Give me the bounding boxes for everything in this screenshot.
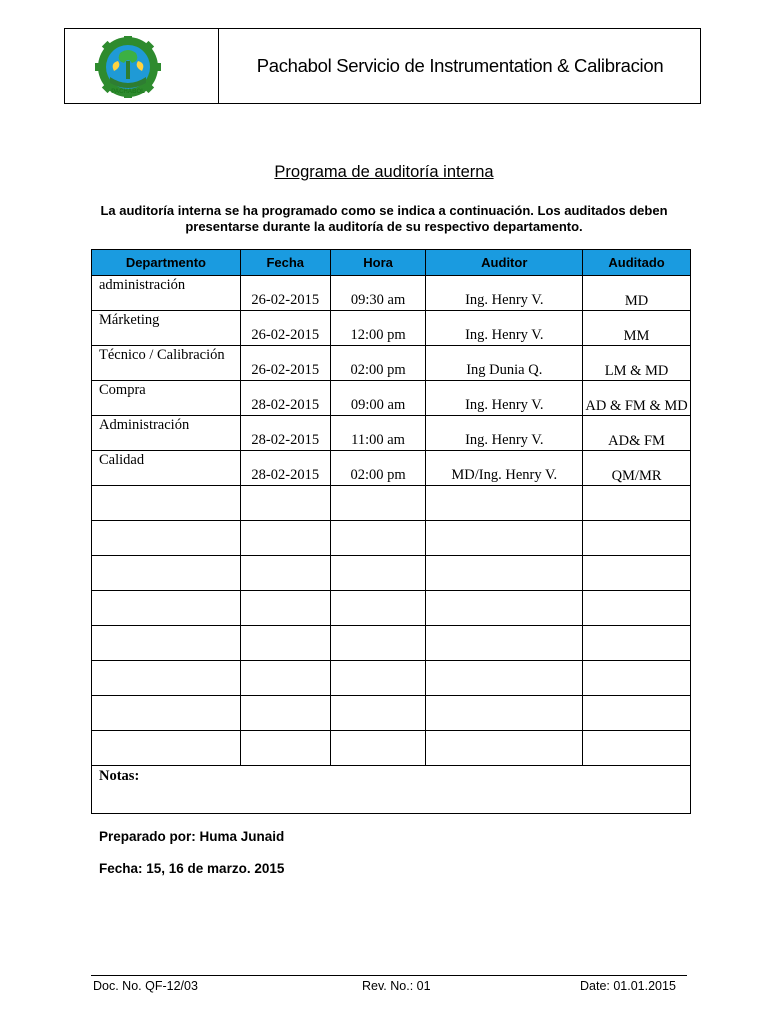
cell-auditor: Ing. Henry V.: [426, 416, 583, 451]
cell-auditor: Ing. Henry V.: [426, 381, 583, 416]
cell-auditee: QM/MR: [583, 451, 691, 486]
empty-table-row: [92, 591, 691, 626]
cell-department: Calidad: [92, 451, 241, 486]
cell-time: 09:00 am: [330, 381, 426, 416]
cell-time: 12:00 pm: [330, 311, 426, 346]
table-row: [92, 381, 691, 416]
empty-table-row: [92, 486, 691, 521]
empty-table-row: [92, 556, 691, 591]
column-header-time: Hora: [330, 250, 426, 276]
cell-time: 02:00 pm: [330, 451, 426, 486]
cell-department: Compra: [92, 381, 241, 416]
table-row: [92, 416, 691, 451]
cell-auditor: Ing. Henry V.: [426, 311, 583, 346]
column-header-department: Departmento: [92, 250, 241, 276]
cell-department: Márketing: [92, 311, 241, 346]
empty-table-row: [92, 521, 691, 556]
cell-auditor: MD/Ing. Henry V.: [426, 451, 583, 486]
cell-time: 09:30 am: [330, 276, 426, 311]
cell-date: 26-02-2015: [240, 311, 330, 346]
table-row: [92, 451, 691, 486]
company-name: Pachabol Servicio de Instrumentation & Calibracion: [256, 55, 664, 76]
cell-auditee: AD& FM: [583, 416, 691, 451]
cell-time: 02:00 pm: [330, 346, 426, 381]
cell-date: 26-02-2015: [240, 276, 330, 311]
table-row: [92, 276, 691, 311]
prepared-date: Fecha: 15, 16 de marzo. 2015: [99, 861, 285, 876]
logo-cell: [65, 29, 219, 103]
audit-schedule-table: [91, 249, 691, 814]
cell-department: Administración: [92, 416, 241, 451]
footer-revision: Rev. No.: 01: [362, 979, 431, 993]
empty-table-row: [92, 626, 691, 661]
cell-auditee: AD & FM & MD: [583, 381, 691, 416]
cell-time: 11:00 am: [330, 416, 426, 451]
cell-auditee: LM & MD: [583, 346, 691, 381]
cell-date: 28-02-2015: [240, 451, 330, 486]
cell-date: 28-02-2015: [240, 381, 330, 416]
prepared-by: Preparado por: Huma Junaid: [99, 829, 285, 844]
cell-auditor: Ing Dunia Q.: [426, 346, 583, 381]
column-header-date: Fecha: [240, 250, 330, 276]
table-row: [92, 346, 691, 381]
document-header: [64, 28, 701, 104]
table-row: [92, 311, 691, 346]
empty-table-row: [92, 731, 691, 766]
company-logo: [91, 36, 165, 98]
column-header-auditee: Auditado: [583, 250, 691, 276]
cell-date: 26-02-2015: [240, 346, 330, 381]
notes-row: [92, 766, 691, 814]
svg-text:PACHABOL: PACHABOL: [111, 89, 145, 95]
cell-auditee: MM: [583, 311, 691, 346]
footer-divider: [91, 975, 687, 976]
cell-auditor: Ing. Henry V.: [426, 276, 583, 311]
cell-date: 28-02-2015: [240, 416, 330, 451]
notes-label: Notas:: [92, 766, 691, 814]
cell-department: administración: [92, 276, 241, 311]
column-header-auditor: Auditor: [426, 250, 583, 276]
document-title: Programa de auditoría interna: [274, 163, 494, 181]
footer-doc-number: Doc. No. QF-12/03: [93, 979, 198, 993]
table-header-row: [92, 250, 691, 276]
empty-table-row: [92, 696, 691, 731]
empty-table-row: [92, 661, 691, 696]
footer-date: Date: 01.01.2015: [580, 979, 676, 993]
cell-auditee: MD: [583, 276, 691, 311]
intro-paragraph: La auditoría interna se ha programado como se indica a continuación. Los auditados deben presentarse durante la auditoría de su respectivo departamento.: [100, 203, 668, 234]
cell-department: Técnico / Calibración: [92, 346, 241, 381]
